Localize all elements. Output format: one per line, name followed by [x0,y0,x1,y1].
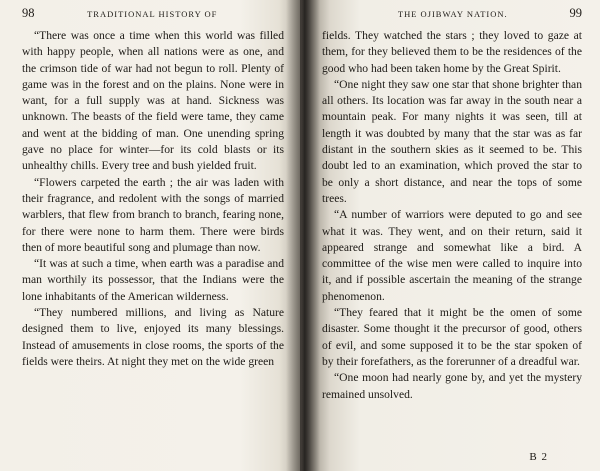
paragraph: “There was once a time when this world was filled with happy people, when all nations were as one, and the crimson tide of war had not begun to roll. Plenty of game was in the forest and on the plains. None were in want, for a full supply was at hand. Sickness was unknown. The beasts of the field were tame, they came and went at the bidding of man. One unending spring gave no place for winter—for its cold blasts or its unhealthy chills. Every tree and bush yielded fruit. [22,29,284,173]
right-running-head: THE OJIBWAY NATION. [397,9,508,19]
right-page-header [322,6,582,24]
left-page-header [22,6,284,24]
paragraph: “They numbered millions, and living as Nature designed them to live, enjoyed its many blessings. Instead of amusements in close rooms, the sports of the fields were theirs. At night they met on the wide green [22,306,284,368]
paragraph: “One moon had nearly gone by, and yet the mystery remained unsolved. [322,371,582,401]
paragraph: fields. They watched the stars ; they loved to gaze at them, for they believed them to be the residences of the good who had been taken home by the Great Spirit. [322,29,582,75]
left-page-text [22,28,284,370]
paragraph: “It was at such a time, when earth was a paradise and man worthily its possessor, that the Indians were the lone inhabitants of the American wilderness. [22,257,284,303]
paragraph: “They feared that it might be the omen of some disaster. Some thought it the precursor of good, others of evil, and some supposed it to be the star spoken of by their forefathers, as the forerunner of a dreadful war. [322,306,582,368]
paragraph: “One night they saw one star that shone brighter than all others. Its location was far away in the south near a mountain peak. For many nights it was seen, till at length it was doubted by many that the star was as far distant in the southern skies as it seemed to be. This doubt led to an examination, which proved the star to be only a short distance, and near the tops of some trees. [322,77,582,205]
signature-mark: B 2 [529,451,548,463]
left-page-number: 98 [22,6,35,20]
left-running-head: TRADITIONAL HISTORY OF [87,9,218,19]
paragraph: “A number of warriors were deputed to go and see what it was. They went, and on their return, said it appeared strange and somewhat like a bird. A committee of the wise men were called to inquire into it, and if possible ascertain the meaning of the strange phenomenon. [322,208,582,303]
right-page-text [322,28,582,403]
paragraph: “Flowers carpeted the earth ; the air was laden with their fragrance, and redolent with the songs of married warblers, that flew from branch to branch, fearing none, for there were none to harm them. There were birds then of more beautiful song and plumage than now. [22,175,284,254]
right-page-number: 99 [569,6,582,20]
right-page [300,0,600,471]
